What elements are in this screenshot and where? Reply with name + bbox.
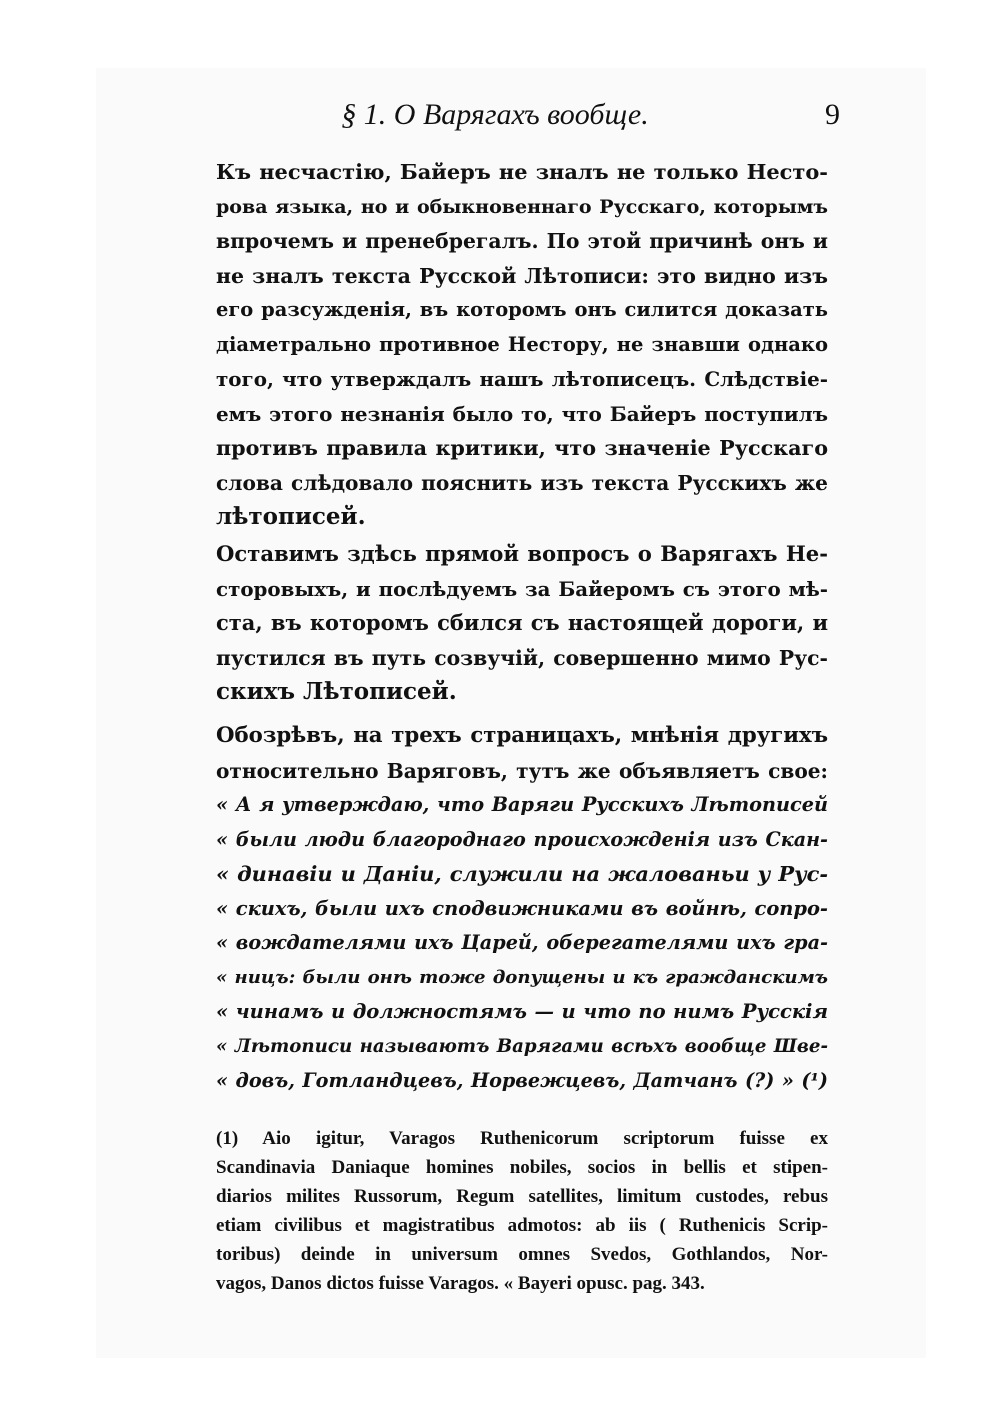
text-line: рова языка, но и обыкновеннаго Русскаго, которымъ xyxy=(216,195,828,218)
page-number: 9 xyxy=(825,98,840,131)
text-line: противъ правила критики, что значеніе Русскаго xyxy=(216,436,828,460)
text-line: относительно Варяговъ, тутъ же объявляетъ свое: xyxy=(216,758,828,783)
text-line: Обозрѣвъ, на трехъ страницахъ, мнѣнія другихъ xyxy=(216,723,828,748)
text-line: того, что утверждалъ нашъ лѣтописецъ. Слѣдствіе- xyxy=(216,367,828,391)
quote-line: « довъ, Готландцевъ, Норвежцевъ, Датчанъ (?) » (¹) xyxy=(216,1069,828,1092)
footnote-line: Scandinavia Daniaque homines nobiles, socios in bellis et stipen- xyxy=(216,1157,828,1178)
chapter-title: § 1. О Варягахъ вообще. xyxy=(341,98,649,131)
text-line: не зналъ текста Русской Лѣтописи: это видно изъ xyxy=(216,263,828,288)
text-line: скихъ Лѣтописей. xyxy=(216,678,457,705)
footnote-line: vagos, Danos dictos fuisse Varagos. « Bayeri opusc. pag. 343. xyxy=(216,1273,705,1294)
text-line: Къ несчастію, Байеръ не зналъ не только Несто- xyxy=(216,159,828,184)
paragraph-2 xyxy=(216,537,828,710)
quote-line: « были люди благороднаго происхожденія изъ Скан- xyxy=(216,827,828,851)
quote-line: « чинамъ и должностямъ — и что по нимъ Русскія xyxy=(216,1000,828,1023)
quote-line: « динавіи и Даніи, служили на жалованьи у Рус- xyxy=(216,861,828,886)
text-line: ста, въ которомъ сбился съ настоящей дороги, и xyxy=(216,610,828,635)
text-line: лѣтописей. xyxy=(216,503,366,530)
text-line: впрочемъ и пренебрегалъ. По этой причинѣ онъ и xyxy=(216,229,828,253)
quote-line: « ницъ: были онѣ тоже допущены и къ гражданскимъ xyxy=(216,966,828,988)
footnote-line: etiam civilibus et magistratibus admotos: ab iis ( Ruthenicis Scrip- xyxy=(216,1215,828,1236)
quote-line: « скихъ, были ихъ сподвижниками въ войнѣ, сопро- xyxy=(216,896,828,920)
text-line: Оставимъ здѣсь прямой вопросъ о Варягахъ Не- xyxy=(216,541,828,566)
text-line: его разсужденія, въ которомъ онъ силится доказать xyxy=(216,298,828,321)
text-line: емъ этого незнанія было то, что Байеръ поступилъ xyxy=(216,401,828,426)
footnote-line: diarios milites Russorum, Regum satellites, limitum custodes, rebus xyxy=(216,1186,828,1207)
quote-line: « Лѣтописи называютъ Варягами всѣхъ вообще Шве- xyxy=(216,1035,828,1057)
quote-line: « вождателями ихъ Царей, оберегателями ихъ гра- xyxy=(216,931,828,954)
footnote xyxy=(216,1124,828,1298)
running-header xyxy=(210,98,840,138)
text-line: сторовыхъ, и послѣдуемъ за Байеромъ съ этого мѣ- xyxy=(216,576,828,601)
quote-line: « А я утверждаю, что Варяги Русскихъ Лѣтописей xyxy=(216,793,828,816)
text-line: пустился въ путь созвучій, совершенно мимо Рус- xyxy=(216,645,828,670)
text-line: діаметрально противное Нестору, не знавши однако xyxy=(216,332,828,356)
paragraph-3 xyxy=(216,719,828,1099)
paragraph-1 xyxy=(216,155,828,535)
text-line: слова слѣдовало пояснить изъ текста Русскихъ же xyxy=(216,470,828,495)
footnote-line: (1) Aio igitur, Varagos Ruthenicorum scriptorum fuisse ex xyxy=(216,1128,828,1149)
footnote-line: toribus) deinde in universum omnes Svedos, Gothlandos, Nor- xyxy=(216,1244,828,1265)
